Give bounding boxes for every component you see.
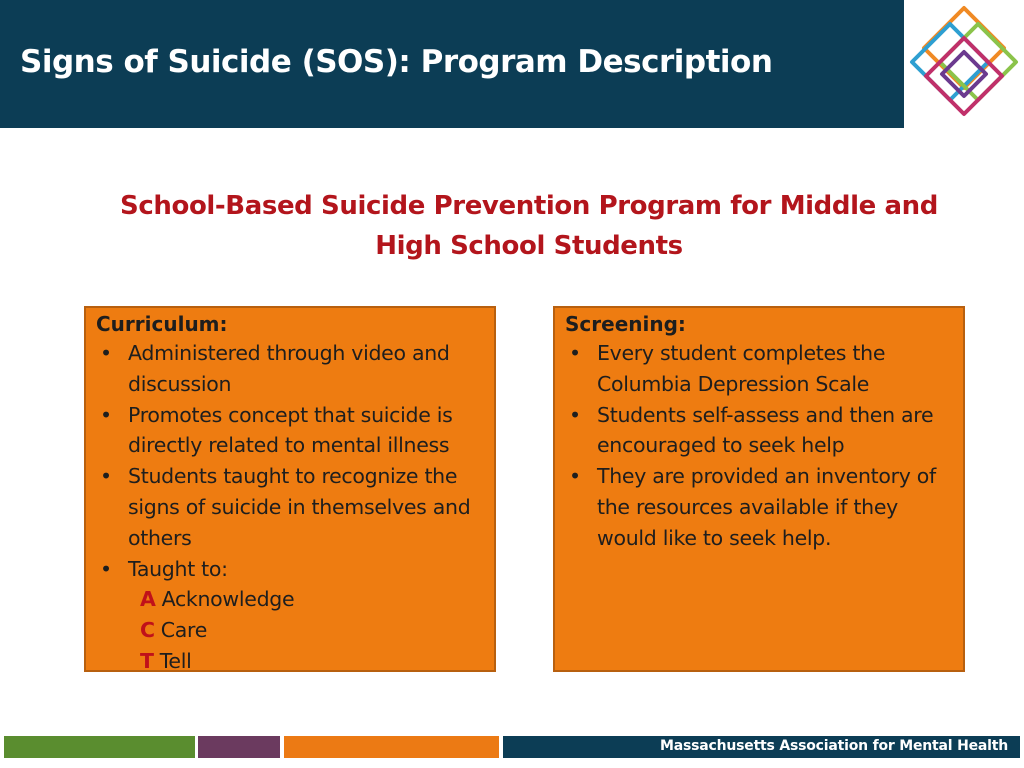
curriculum-bullet-text: Promotes concept that suicide is directly related to mental illness — [128, 402, 453, 458]
acronym-word: Care — [160, 618, 208, 643]
acronym-word: Acknowledge — [161, 587, 295, 612]
bullet-icon: • — [569, 402, 581, 427]
screening-card — [553, 306, 965, 672]
acronym-letter: C — [140, 618, 155, 643]
bullet-icon: • — [100, 556, 112, 581]
bullet-icon: • — [100, 402, 112, 427]
bullet-icon: • — [569, 341, 581, 365]
curriculum-bullet-text: Taught to: — [128, 556, 228, 581]
screening-bullet-text: Every student completes the Columbia Depression Scale — [597, 341, 886, 396]
footer-stripe-green — [4, 736, 195, 758]
footer-organization: Massachusetts Association for Mental Health — [660, 738, 1008, 754]
screening-bullet — [565, 400, 963, 462]
screening-bullet-text: They are provided an inventory of the resources available if they would like to seek help. — [597, 464, 936, 550]
curriculum-bullet — [96, 338, 494, 400]
acronym-word: Tell — [159, 648, 192, 673]
bullet-icon: • — [100, 464, 112, 489]
interlocking-diamonds-logo-icon — [904, 0, 1024, 128]
bullet-icon: • — [100, 341, 112, 365]
footer-stripe-navy — [503, 736, 1020, 758]
curriculum-bullet-text: Administered through video and discussion — [128, 341, 450, 396]
acronym-line-acknowledge — [86, 584, 494, 615]
screening-heading: Screening: — [565, 312, 686, 336]
curriculum-bullet — [96, 461, 494, 553]
screening-bullet-text: Students self-assess and then are encouraged to seek help — [597, 402, 934, 458]
curriculum-bullet — [96, 554, 494, 585]
slide-subtitle: School-Based Suicide Prevention Program for Middle and High School Students — [120, 191, 938, 261]
acronym-line-tell — [86, 646, 494, 677]
screening-bullet — [565, 338, 963, 400]
screening-bullet — [565, 461, 963, 553]
acronym-letter: T — [140, 648, 154, 673]
curriculum-bullet — [96, 400, 494, 462]
curriculum-card — [84, 306, 496, 672]
header-bar — [0, 0, 904, 128]
acronym-letter: A — [140, 587, 156, 612]
curriculum-bullet-text: Students taught to recognize the signs of suicide in themselves and others — [128, 464, 471, 550]
bullet-icon: • — [569, 464, 581, 489]
page-title: Signs of Suicide (SOS): Program Description — [20, 44, 773, 80]
footer-stripe-orange — [284, 736, 499, 758]
footer-stripe-purple — [198, 736, 280, 758]
curriculum-heading: Curriculum: — [96, 312, 228, 336]
logo — [904, 0, 1024, 128]
acronym-line-care — [86, 615, 494, 646]
